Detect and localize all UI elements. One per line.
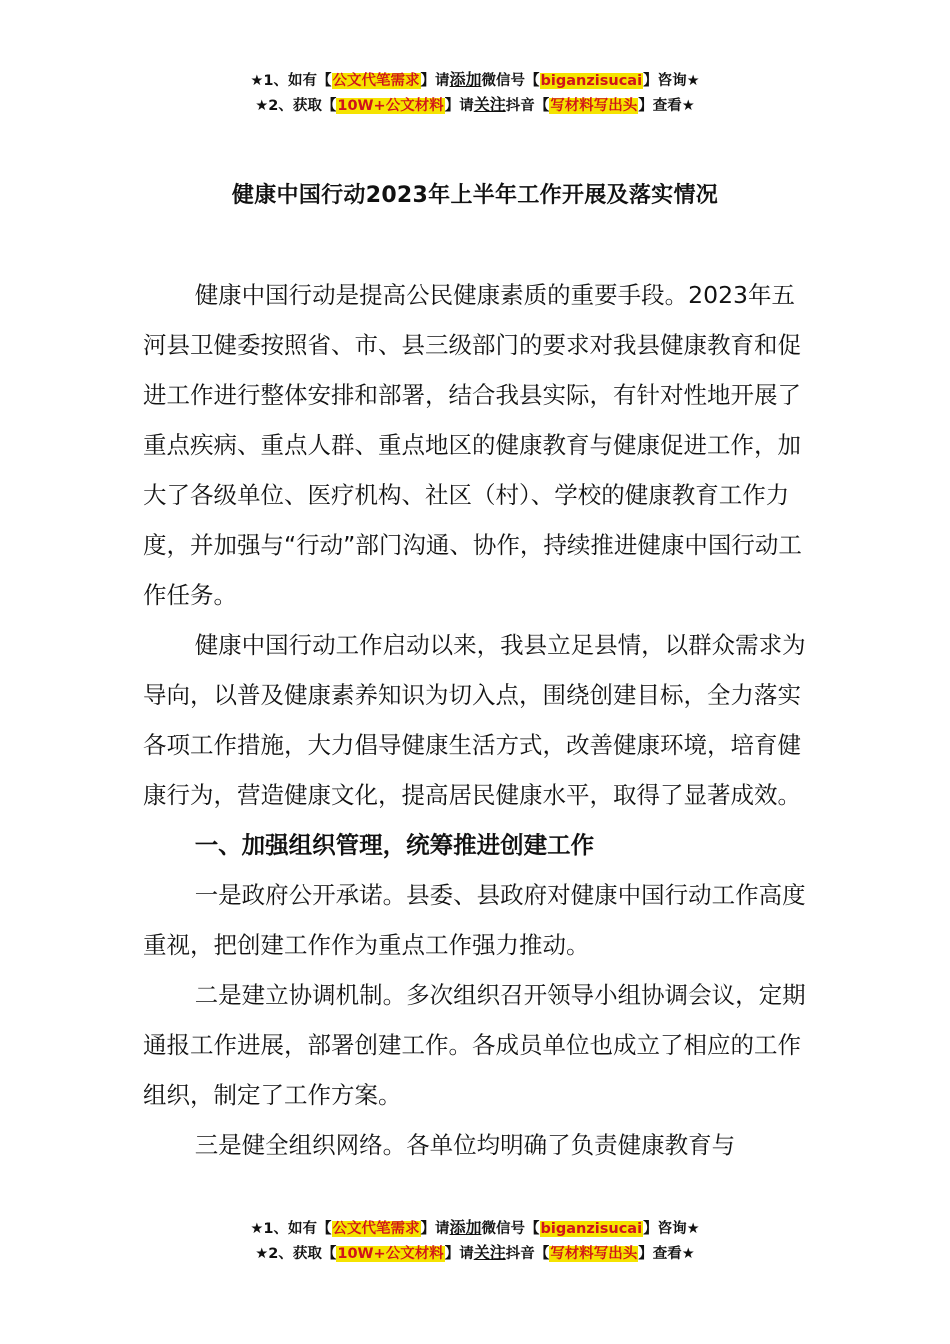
banner-text: 】查看★ — [638, 1246, 695, 1262]
bottom-banner — [0, 1216, 950, 1266]
paragraph: 健康中国行动是提高公民健康素质的重要手段。2023年五河县卫健委按照省、市、县三级部门的要求对我县健康教育和促进工作进行整体安排和部署，结合我县实际，有针对性地开展了重点疾病、重点人群、重点地区的健康教育与健康促进工作，加大了各级单位、医疗机构、社区（村）、学校的健康教育工作力度，并加强与“行动”部门沟通、协作，持续推进健康中国行动工作任务。 — [143, 281, 802, 609]
banner-text: 】查看★ — [638, 98, 695, 114]
top-banner — [0, 68, 950, 118]
banner-highlight: 写材料写出头 — [550, 98, 638, 114]
paragraph: 一是政府公开承诺。县委、县政府对健康中国行动工作高度重视，把创建工作作为重点工作强力推动。 — [143, 881, 806, 959]
banner-text: ★1、如有【 — [250, 1221, 332, 1237]
banner-text: 】请 — [444, 98, 474, 114]
bottom-banner-line-1 — [0, 1216, 950, 1241]
bottom-banner-line-2 — [0, 1241, 950, 1266]
banner-highlight: 公文代笔需求 — [332, 1221, 420, 1237]
banner-emphasis: 关注 — [473, 95, 506, 114]
banner-text: ★1、如有【 — [250, 73, 332, 89]
banner-text: 微信号【 — [481, 1221, 540, 1237]
top-banner-line-1 — [0, 68, 950, 93]
section-heading: 一、加强组织管理，统筹推进创建工作 — [194, 831, 595, 859]
banner-emphasis: 添加 — [449, 70, 482, 89]
banner-highlight: 10W+公文材料 — [337, 98, 444, 114]
banner-text: 】咨询★ — [643, 73, 700, 89]
banner-text: 抖音【 — [505, 1246, 550, 1262]
banner-text: 】请 — [420, 1221, 450, 1237]
paragraph: 三是健全组织网络。各单位均明确了负责健康教育与 — [194, 1131, 736, 1159]
banner-text: 抖音【 — [505, 98, 550, 114]
banner-highlight: biganzisucai — [540, 1221, 643, 1237]
paragraph: 健康中国行动工作启动以来，我县立足县情，以群众需求为导向，以普及健康素养知识为切入点，围绕创建目标，全力落实各项工作措施，大力倡导健康生活方式，改善健康环境，培育健康行为，营造健康文化，提高居民健康水平，取得了显著成效。 — [143, 631, 806, 809]
banner-emphasis: 关注 — [473, 1243, 506, 1262]
banner-text: 】请 — [444, 1246, 474, 1262]
banner-emphasis: 添加 — [449, 1218, 482, 1237]
paragraph: 二是建立协调机制。多次组织召开领导小组协调会议，定期通报工作进展，部署创建工作。各成员单位也成立了相应的工作组织，制定了工作方案。 — [143, 981, 806, 1109]
document-title: 健康中国行动2023年上半年工作开展及落实情况 — [231, 183, 719, 208]
banner-text: ★2、获取【 — [255, 98, 337, 114]
banner-text: 】请 — [420, 73, 450, 89]
banner-text: 】咨询★ — [643, 1221, 700, 1237]
top-banner-line-2 — [0, 93, 950, 118]
banner-highlight: 写材料写出头 — [550, 1246, 638, 1262]
banner-highlight: biganzisucai — [540, 73, 643, 89]
banner-highlight: 公文代笔需求 — [332, 73, 420, 89]
banner-highlight: 10W+公文材料 — [337, 1246, 444, 1262]
document-body — [143, 270, 815, 1170]
banner-text: ★2、获取【 — [255, 1246, 337, 1262]
banner-text: 微信号【 — [481, 73, 540, 89]
